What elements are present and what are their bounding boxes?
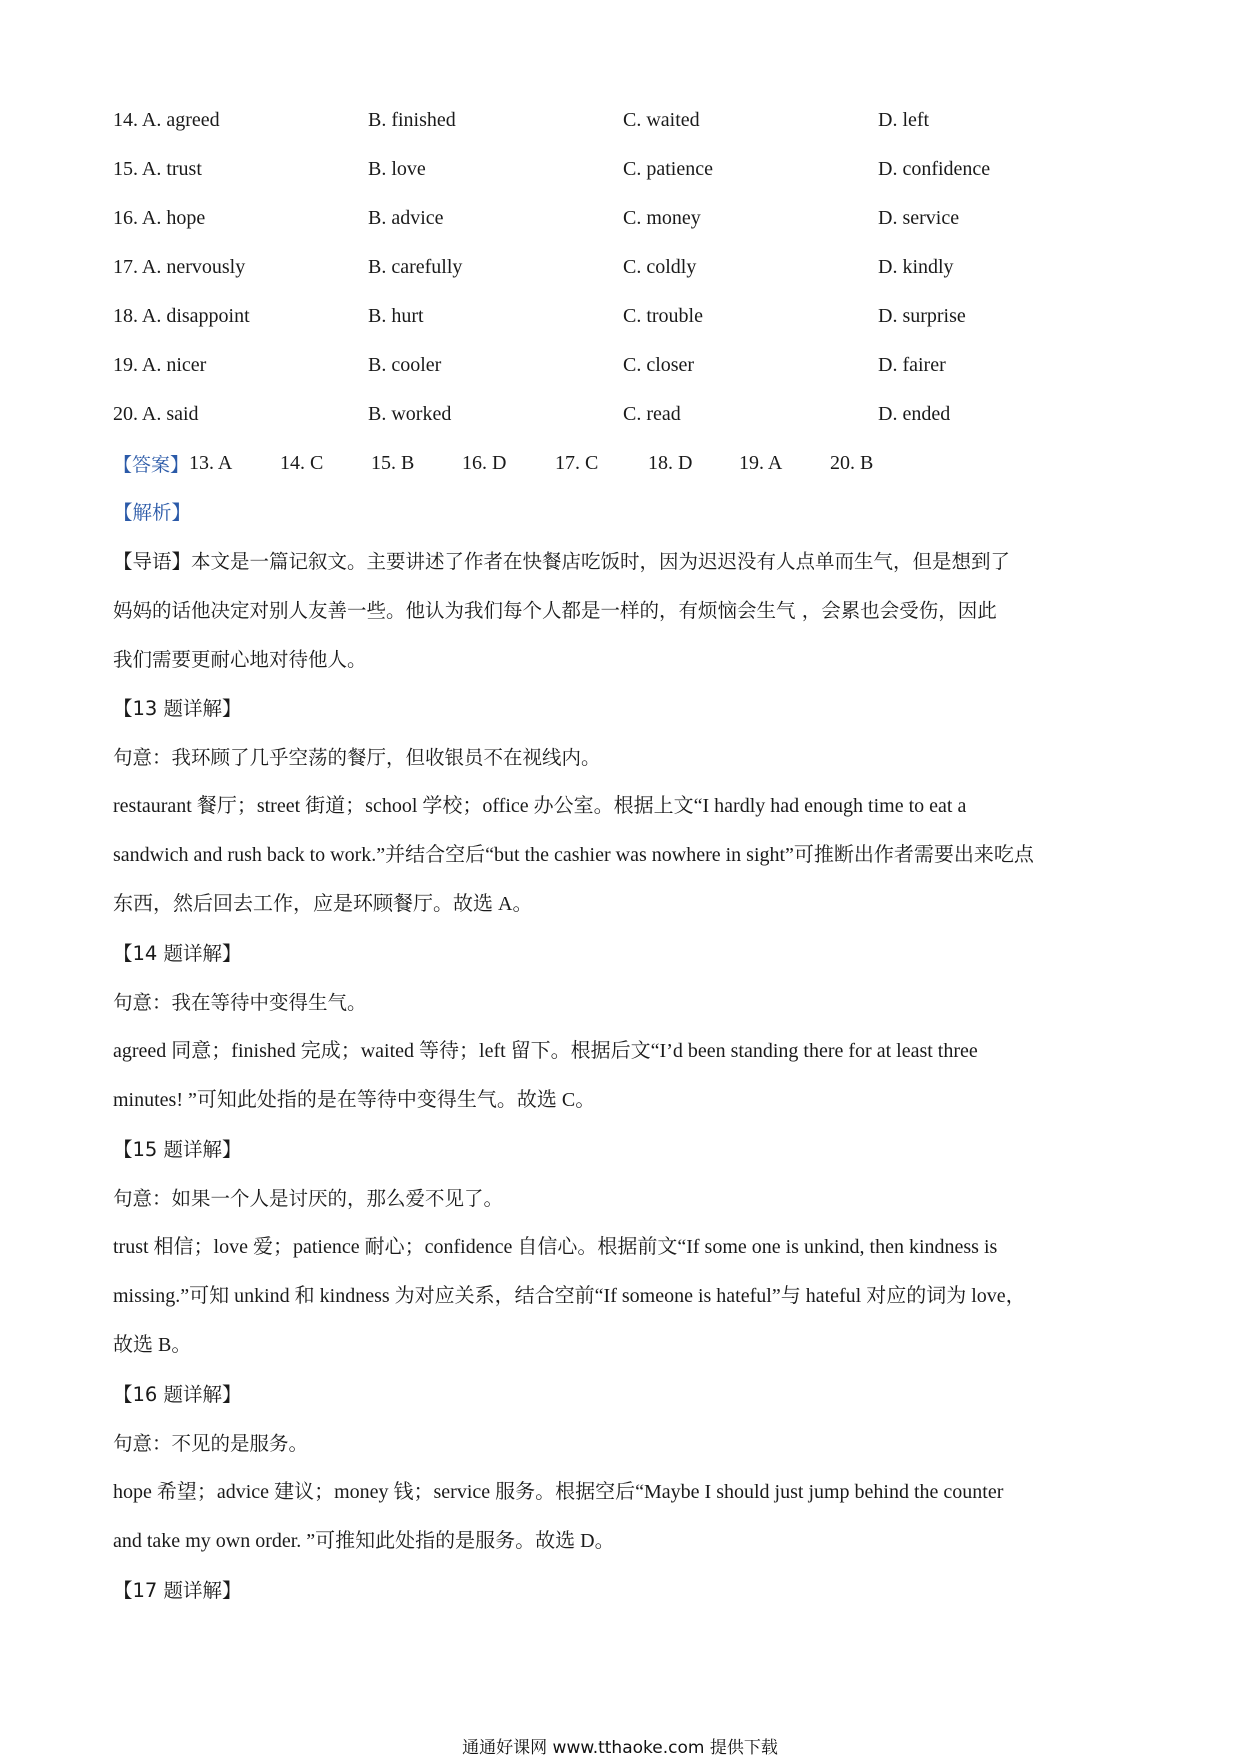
q16-meaning: 句意：不见的是服务。 (113, 1432, 309, 1455)
q13-section (113, 684, 1133, 929)
q16-section (113, 1370, 1133, 1566)
option-b: B. cooler (368, 354, 442, 376)
q14-explain-line: minutes! ”可知此处指的是在等待中变得生气。故选 C。 (113, 1089, 596, 1111)
option-a: 15. A. trust (113, 158, 202, 180)
option-c: C. waited (623, 109, 700, 131)
answer-item: 13. A (189, 452, 233, 474)
q14-meaning: 句意：我在等待中变得生气。 (113, 991, 367, 1014)
answer-tag: 【答案】 (113, 454, 190, 476)
q16-heading: 【16 题详解】 (113, 1383, 242, 1406)
option-row-18 (113, 292, 1133, 341)
q15-meaning: 句意：如果一个人是讨厌的，那么爱不见了。 (113, 1187, 504, 1210)
option-c: C. trouble (623, 305, 703, 327)
q14-explain-line: agreed 同意；finished 完成；waited 等待；left 留下。根据后文“I’d been standing there for at least three (113, 1040, 978, 1062)
option-row-20 (113, 390, 1133, 439)
analysis-tag: 【解析】 (113, 501, 192, 524)
q13-meaning: 句意：我环顾了几乎空荡的餐厅，但收银员不在视线内。 (113, 746, 601, 769)
option-d: D. service (878, 207, 960, 229)
option-c: C. money (623, 207, 701, 229)
intro-line: 【导语】本文是一篇记叙文。主要讲述了作者在快餐店吃饭时，因为迟迟没有人点单而生气，但是想到了 (113, 550, 1011, 573)
q15-explain-line: missing.”可知 unkind 和 kindness 为对应关系，结合空前“If someone is hateful”与 hateful 对应的词为 love， (113, 1285, 1026, 1307)
q15-explain-line: 故选 B。 (113, 1334, 192, 1356)
q13-heading: 【13 题详解】 (113, 697, 242, 720)
option-a: 18. A. disappoint (113, 305, 250, 327)
answer-item: 20. B (830, 452, 874, 474)
option-b: B. love (368, 158, 426, 180)
option-a: 14. A. agreed (113, 109, 220, 131)
answer-item: 16. D (462, 452, 507, 474)
q14-heading: 【14 题详解】 (113, 942, 242, 965)
option-b: B. carefully (368, 256, 463, 278)
answer-item: 15. B (371, 452, 415, 474)
option-a: 17. A. nervously (113, 256, 246, 278)
option-c: C. read (623, 403, 681, 425)
intro-section (113, 537, 1133, 684)
q16-explain-line: hope 希望；advice 建议；money 钱；service 服务。根据空后“Maybe I should just jump behind the counter (113, 1481, 1004, 1503)
option-c: C. patience (623, 158, 713, 180)
page-footer: 通通好课网 www.tthaoke.com 提供下载 (462, 1738, 778, 1758)
option-row-15 (113, 145, 1133, 194)
q13-explain-line: restaurant 餐厅；street 街道；school 学校；office 办公室。根据上文“I hardly had enough time to eat a (113, 795, 967, 817)
option-b: B. hurt (368, 305, 424, 327)
option-row-17 (113, 243, 1133, 292)
answer-line (113, 439, 1133, 488)
option-row-14 (113, 96, 1133, 145)
option-b: B. worked (368, 403, 452, 425)
q15-heading: 【15 题详解】 (113, 1138, 242, 1161)
q17-section (113, 1566, 1133, 1615)
option-d: D. left (878, 109, 930, 131)
q17-heading: 【17 题详解】 (113, 1579, 242, 1602)
answer-item: 17. C (555, 452, 599, 474)
option-row-19 (113, 341, 1133, 390)
q13-explain-line: 东西，然后回去工作，应是环顾餐厅。故选 A。 (113, 893, 533, 915)
option-a: 19. A. nicer (113, 354, 207, 376)
q16-explain-line: and take my own order. ”可推知此处指的是服务。故选 D。 (113, 1530, 615, 1552)
q15-section (113, 1125, 1133, 1370)
answer-item: 18. D (648, 452, 693, 474)
answer-item: 14. C (280, 452, 324, 474)
option-d: D. confidence (878, 158, 991, 180)
option-list (113, 96, 1133, 439)
answer-item: 19. A (739, 452, 783, 474)
option-a: 20. A. said (113, 403, 199, 425)
option-b: B. finished (368, 109, 456, 131)
option-d: D. ended (878, 403, 951, 425)
intro-line: 妈妈的话他决定对别人友善一些。他认为我们每个人都是一样的，有烦恼会生气 ，会累也会受伤，因此 (113, 599, 997, 622)
option-row-16 (113, 194, 1133, 243)
q14-section (113, 929, 1133, 1125)
intro-line: 我们需要更耐心地对待他人。 (113, 648, 367, 671)
option-d: D. kindly (878, 256, 954, 278)
document-body (113, 96, 1133, 1615)
q15-explain-line: trust 相信；love 爱；patience 耐心；confidence 自信心。根据前文“If some one is unkind, then kindness is (113, 1236, 998, 1258)
option-b: B. advice (368, 207, 444, 229)
option-a: 16. A. hope (113, 207, 206, 229)
option-d: D. surprise (878, 305, 966, 327)
option-c: C. coldly (623, 256, 697, 278)
option-c: C. closer (623, 354, 695, 376)
q13-explain-line: sandwich and rush back to work.”并结合空后“but the cashier was nowhere in sight”可推断出作者需要出来吃点 (113, 844, 1034, 866)
option-d: D. fairer (878, 354, 946, 376)
